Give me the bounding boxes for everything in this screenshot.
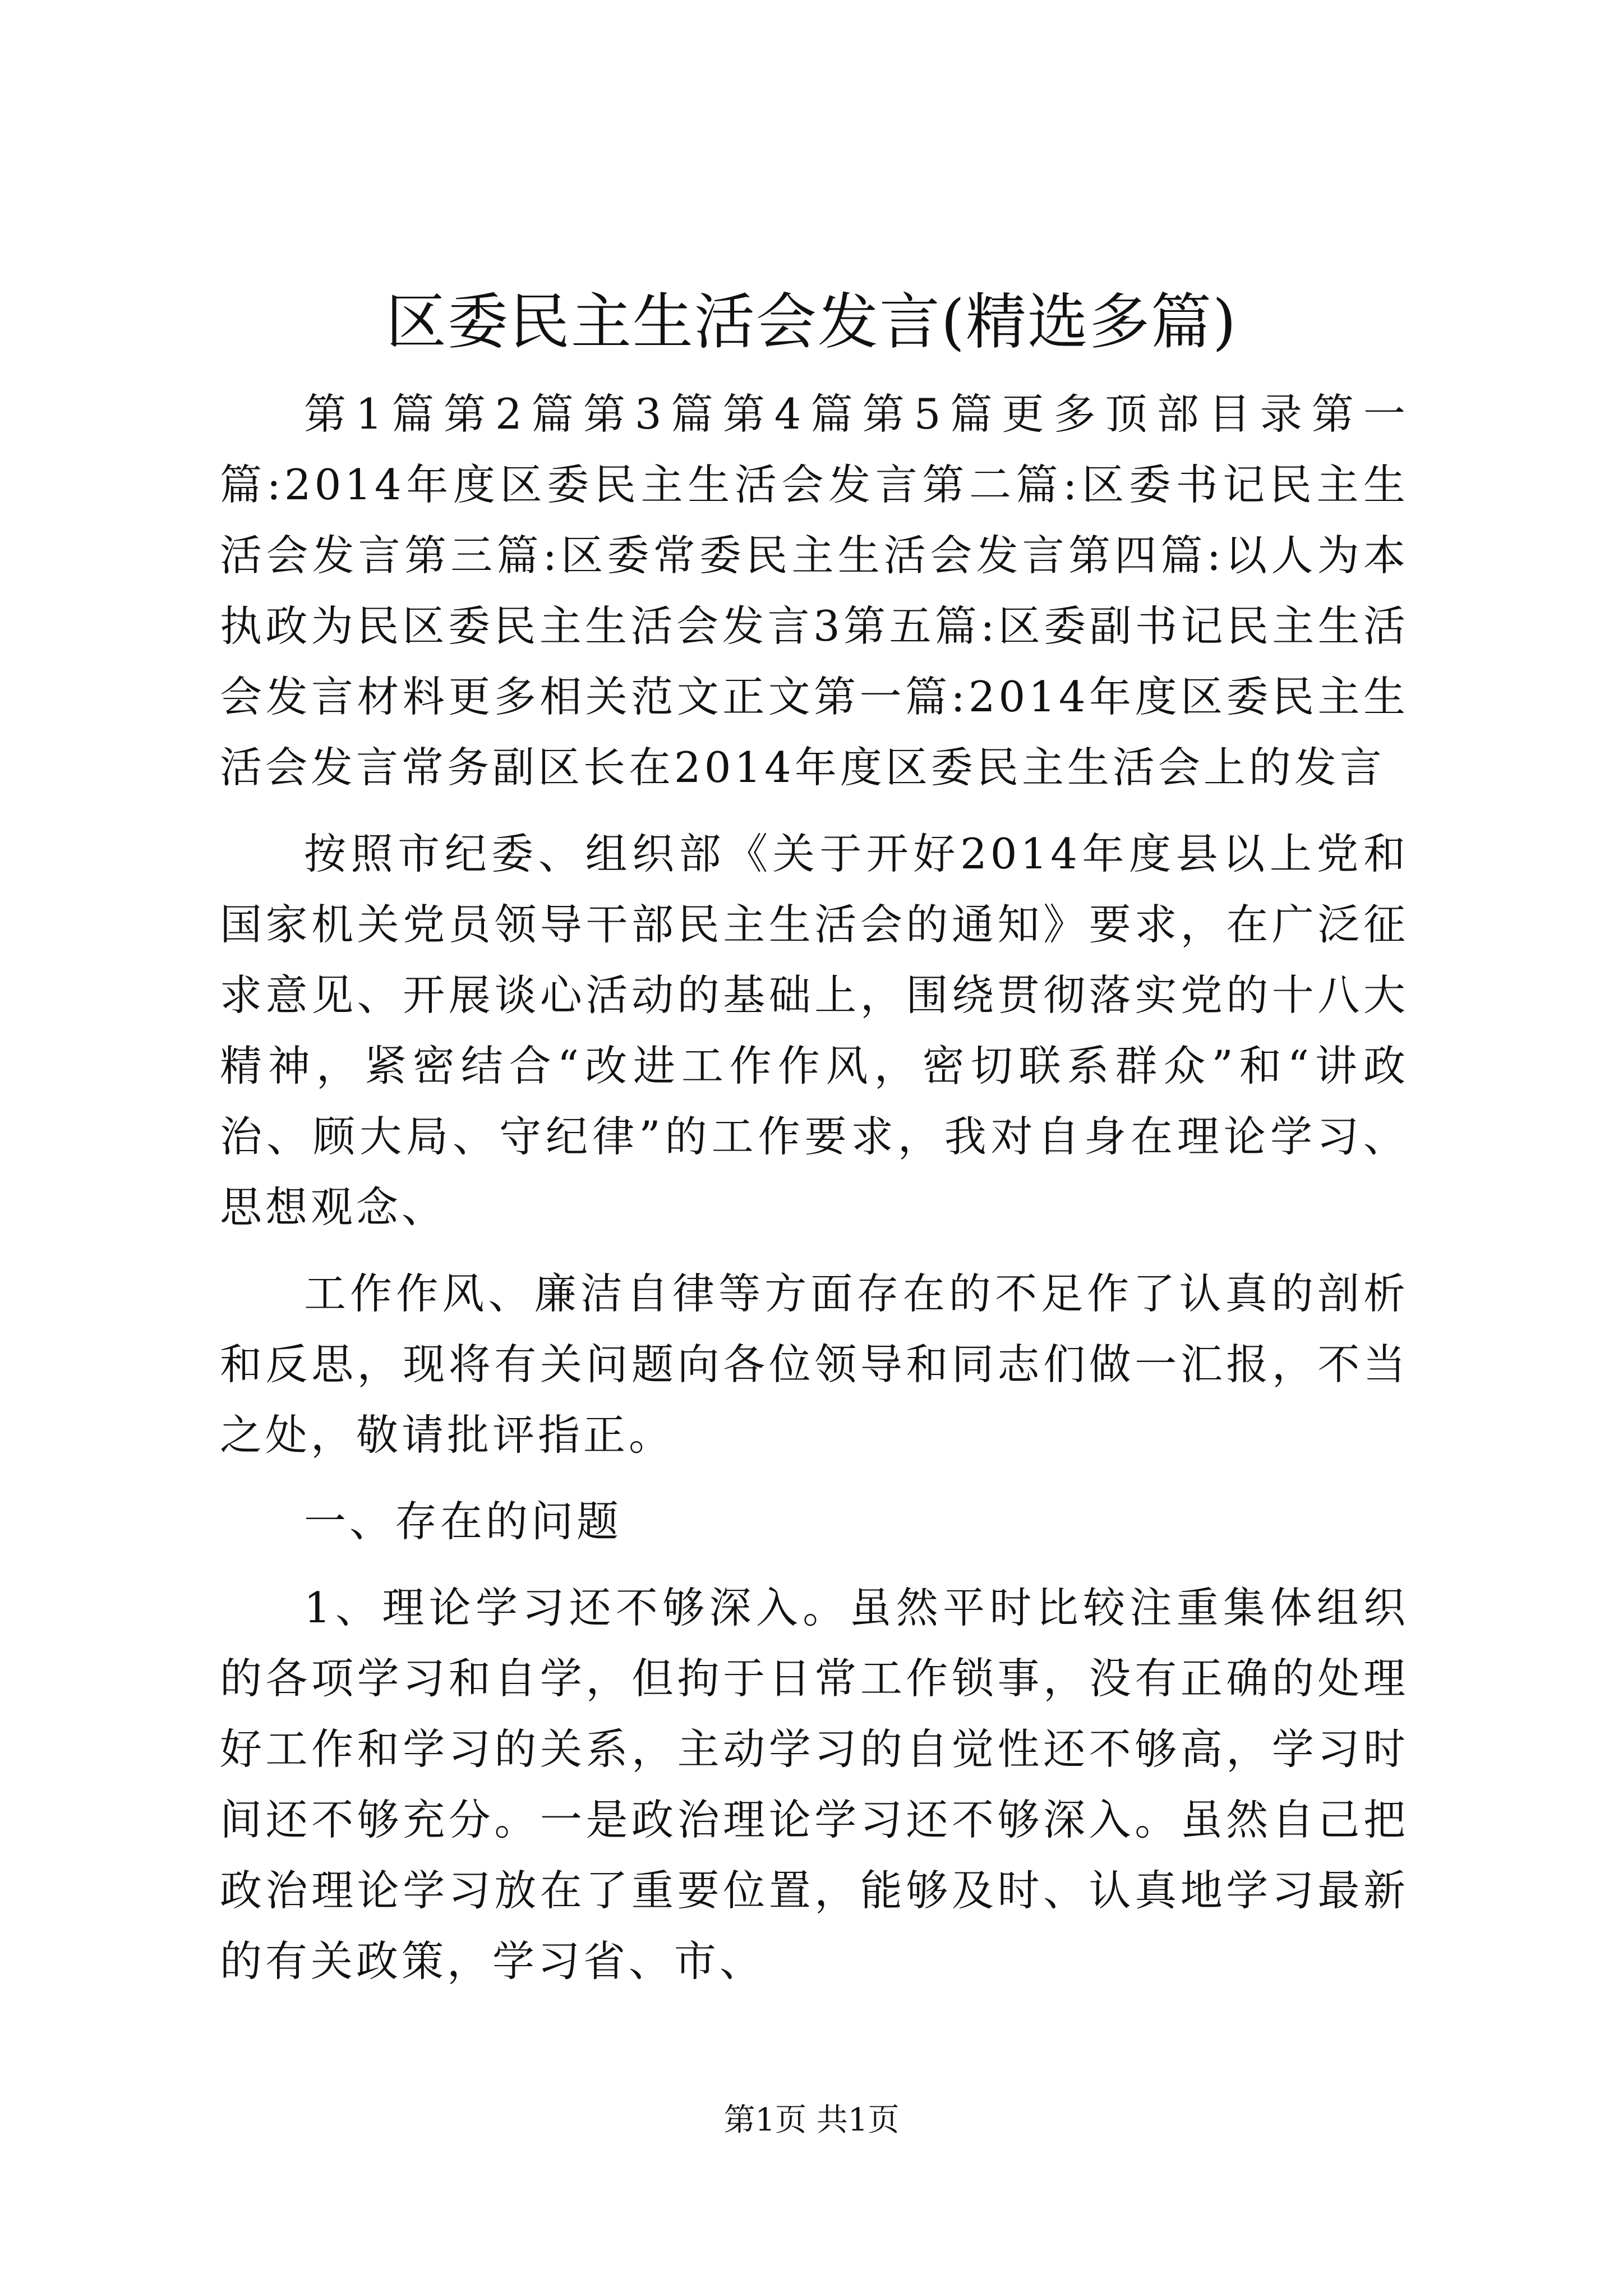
paragraph-problem-1: 1、理论学习还不够深入。虽然平时比较注重集体组织的各项学习和自学，但拘于日常工作锁事，没有正确的处理好工作和学习的关系，主动学习的自觉性还不够高，学习时间还不够充分。一是政治理论学习还不够深入。虽然自己把政治理论学习放在了重要位置，能够及时、认真地学习最新的有关政策，学习省、市、 [220,1583,1409,1986]
paragraph-intro-continued: 工作作风、廉洁自律等方面存在的不足作了认真的剖析和反思，现将有关问题向各位领导和同志们做一汇报，不当之处，敬请批评指正。 [220,1269,1409,1460]
document-body [220,379,1409,2012]
paragraph-intro: 按照市纪委、组织部《关于开好2014年度县以上党和国家机关党员领导干部民主生活会的通知》要求，在广泛征求意见、开展谈心活动的基础上，围绕贯彻落实党的十八大精神，紧密结合“改进工作作风，密切联系群众”和“讲政治、顾大局、守纪律”的工作要求，我对自身在理论学习、思想观念、 [220,829,1409,1232]
section-heading-problems: 一、存在的问题 [304,1497,623,1546]
page-title: 区委民主生活会发言(精选多篇) [385,287,1238,357]
page-footer: 第1页 共1页 [723,2102,900,2138]
paragraph-toc: 第1篇第2篇第3篇第4篇第5篇更多顶部目录第一篇:2014年度区委民主生活会发言第二篇:区委书记民主生活会发言第三篇:区委常委民主生活会发言第四篇:以人为本执政为民区委民主生活会发言3第五篇:区委副书记民主生活会发言材料更多相关范文正文第一篇:2014年度区委民主生活会发言常务副区长在2014年度区委民主生活会上的发言 [220,389,1409,792]
